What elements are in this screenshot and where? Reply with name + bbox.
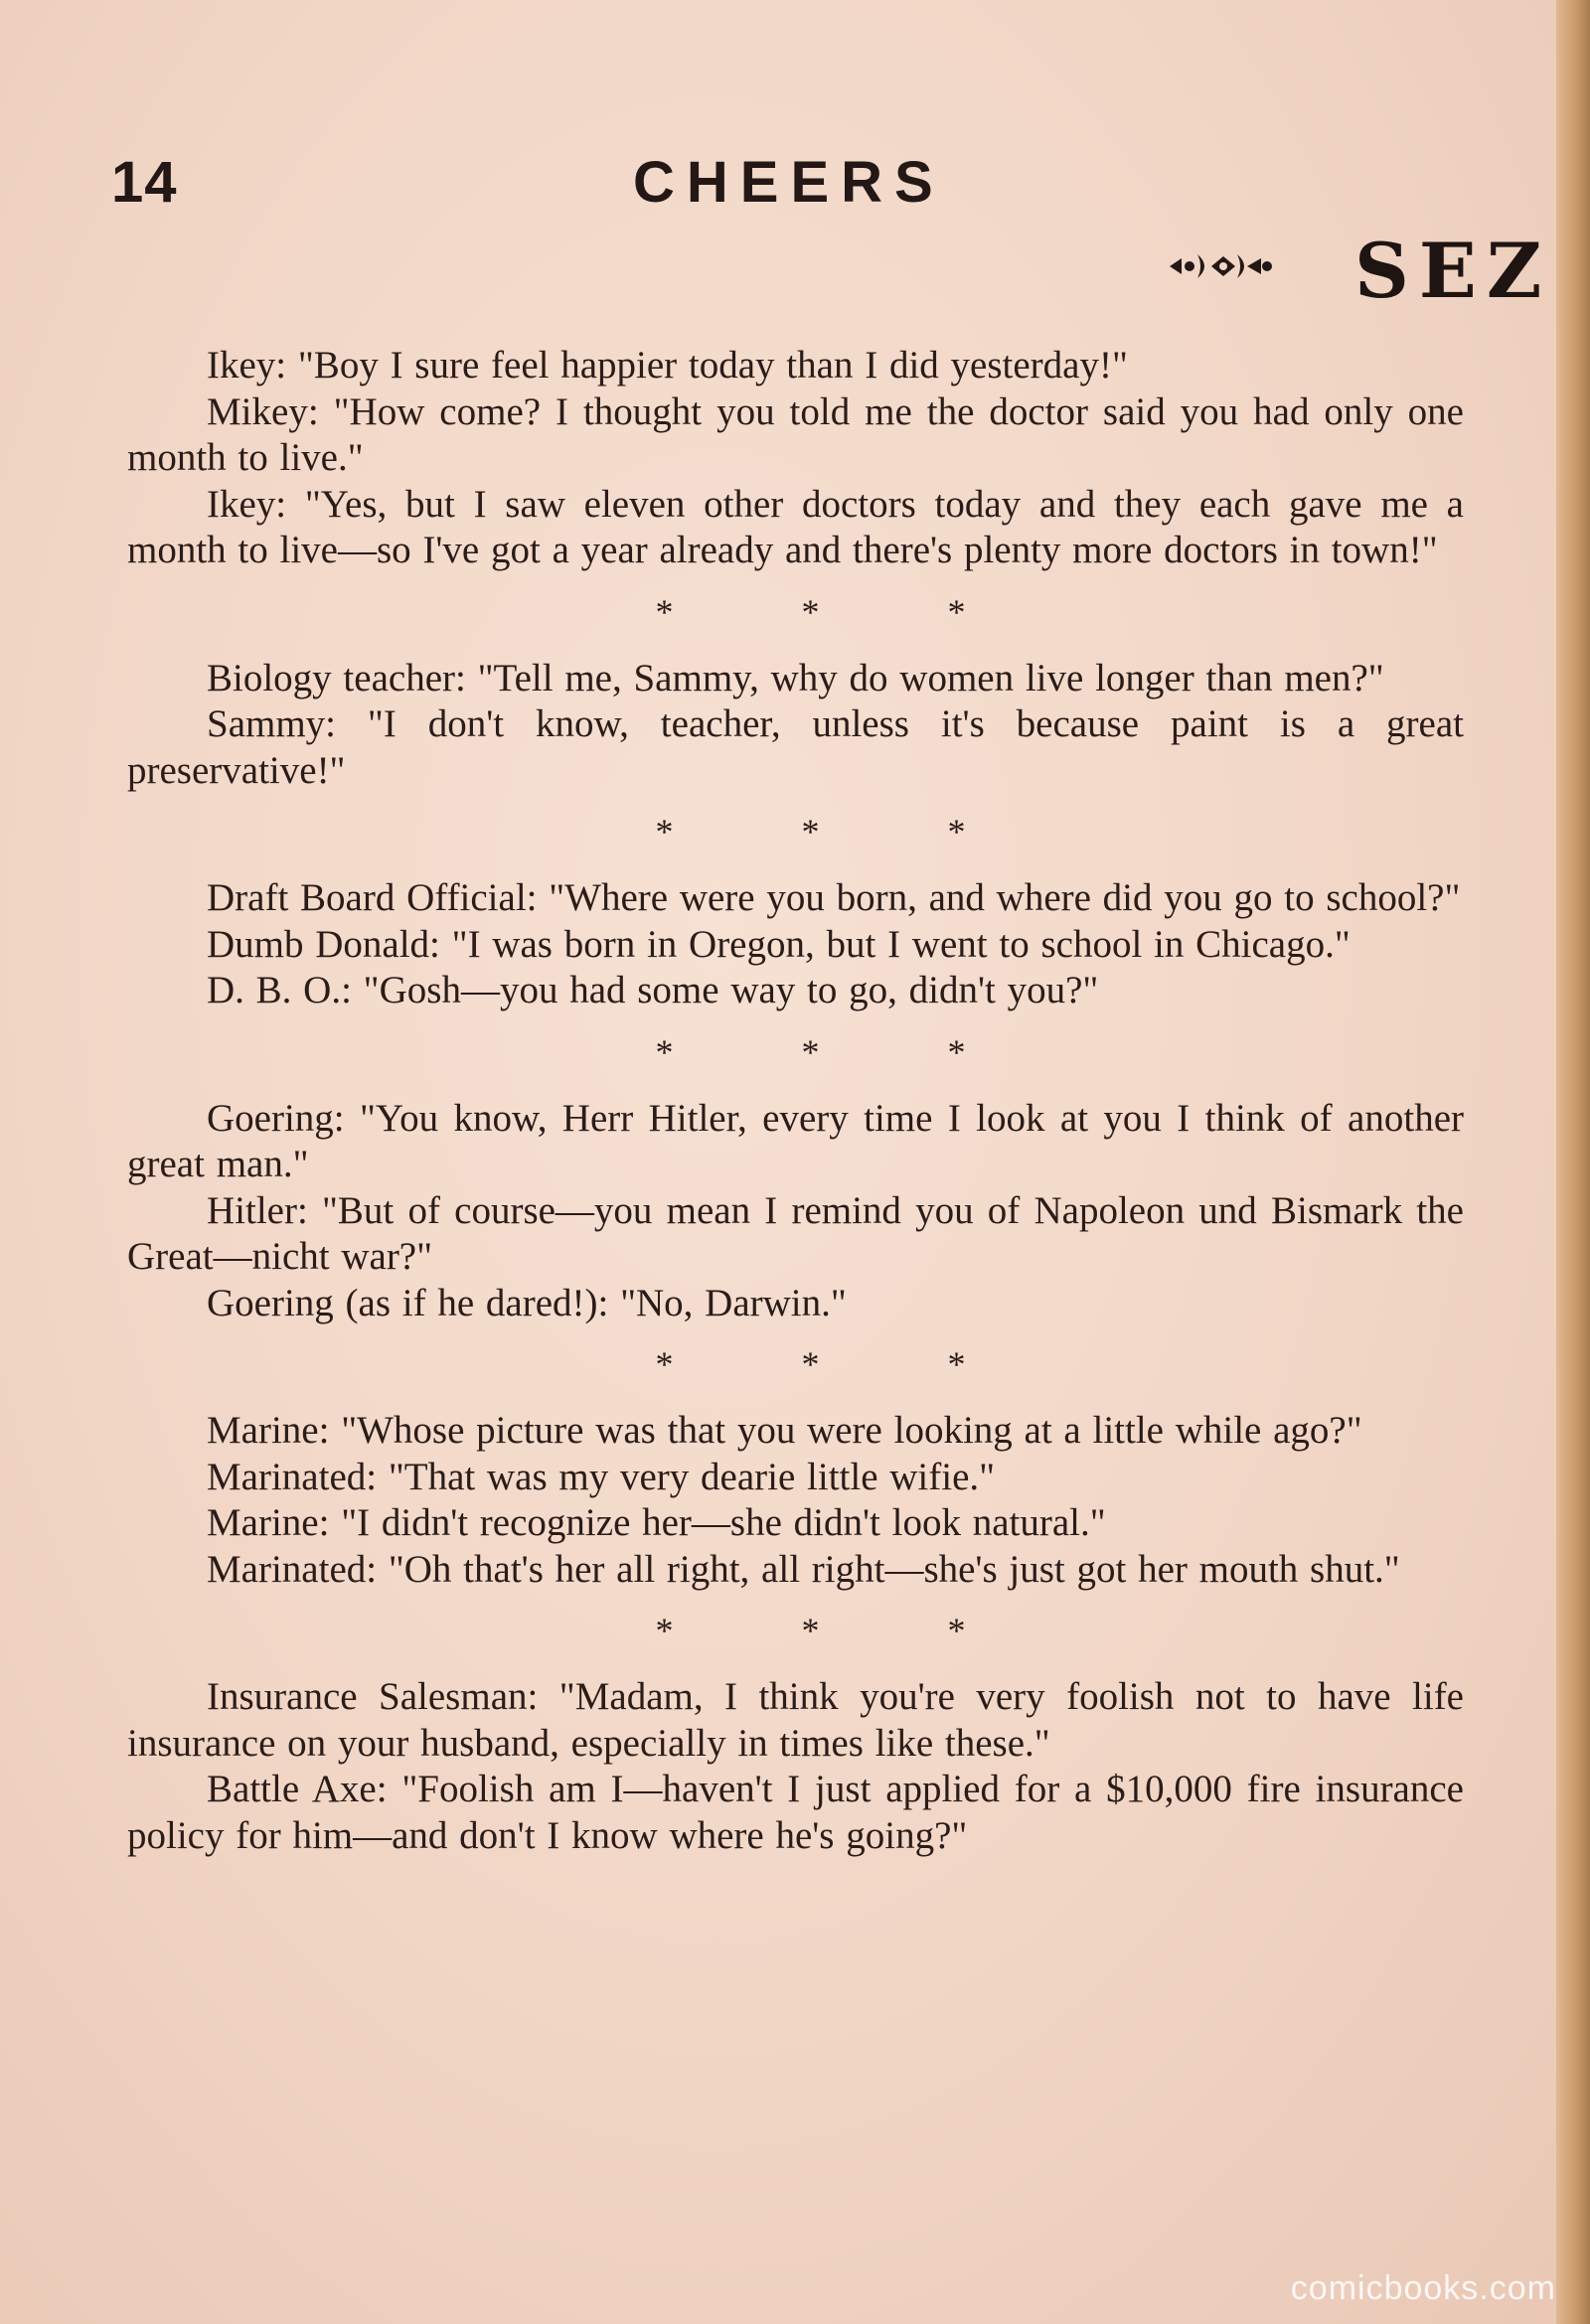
dialogue-line: Dumb Donald: "I was born in Oregon, but I went to school in Chicago." <box>207 922 1351 966</box>
dialogue-line: Marinated: "That was my very dearie little wifie." <box>207 1455 996 1498</box>
dialogue-line: Ikey: "Boy I sure feel happier today than I did yesterday!" <box>207 344 1128 387</box>
fleuron-ornament-icon <box>1168 246 1277 286</box>
dialogue-line: Marine: "Whose picture was that you were looking at a little while ago?" <box>207 1409 1362 1452</box>
page-header <box>111 149 1403 229</box>
dialogue-line: Sammy: "I don't know, teacher, unless it's because paint is a great preservative!" <box>127 702 1464 792</box>
page-number: 14 <box>111 150 178 215</box>
dialogue-line: Mikey: "How come? I thought you told me the doctor said you had only one month to live." <box>127 389 1464 479</box>
publication-title: CHEERS <box>633 150 945 215</box>
book-spine <box>1556 0 1590 2324</box>
source-watermark: comicbooks.com <box>1290 2269 1556 2307</box>
section-heading <box>1168 227 1590 316</box>
asterism-separator: * * * <box>655 812 1026 852</box>
dialogue-line: Battle Axe: "Foolish am I—haven't I just applied for a $10,000 fire insurance policy for him—and don't I know where he's going?" <box>127 1768 1464 1857</box>
dialogue-line: Marinated: "Oh that's her all right, all right—she's just got her mouth shut." <box>207 1547 1400 1591</box>
joke-block <box>127 1674 1464 1859</box>
dialogue-line: Insurance Salesman: "Madam, I think you're very foolish not to have life insurance on your husband, especially in times like these." <box>127 1675 1464 1765</box>
joke-block <box>127 343 1464 574</box>
dialogue-line: Goering (as if he dared!): "No, Darwin." <box>207 1281 847 1324</box>
joke-block <box>127 875 1464 1014</box>
asterism-separator: * * * <box>655 1611 1026 1650</box>
joke-block <box>127 1096 1464 1327</box>
dialogue-line: Biology teacher: "Tell me, Sammy, why do women live longer than men?" <box>207 656 1384 699</box>
dialogue-line: Marine: "I didn't recognize her—she didn't look natural." <box>207 1501 1106 1544</box>
dialogue-line: Hitler: "But of course—you mean I remind you of Napoleon und Bismark the Great—nicht war?" <box>127 1188 1464 1278</box>
dialogue-line: D. B. O.: "Gosh—you had some way to go, didn't you?" <box>207 969 1099 1011</box>
dialogue-line: Ikey: "Yes, but I saw eleven other doctors today and they each gave me a month to live—so I've got a year already and there's plenty more doctors in town!" <box>127 482 1464 571</box>
dialogue-line: Goering: "You know, Herr Hitler, every time I look at you I think of another great man." <box>127 1096 1464 1185</box>
joke-block <box>127 656 1464 795</box>
jokes-column <box>127 343 1464 1859</box>
joke-block <box>127 1408 1464 1593</box>
dialogue-line: Draft Board Official: "Where were you born, and where did you go to school?" <box>207 876 1461 919</box>
asterism-separator: * * * <box>655 591 1026 632</box>
asterism-separator: * * * <box>655 1031 1026 1072</box>
asterism-separator: * * * <box>655 1344 1026 1384</box>
section-title: SEZ <box>1354 227 1552 315</box>
